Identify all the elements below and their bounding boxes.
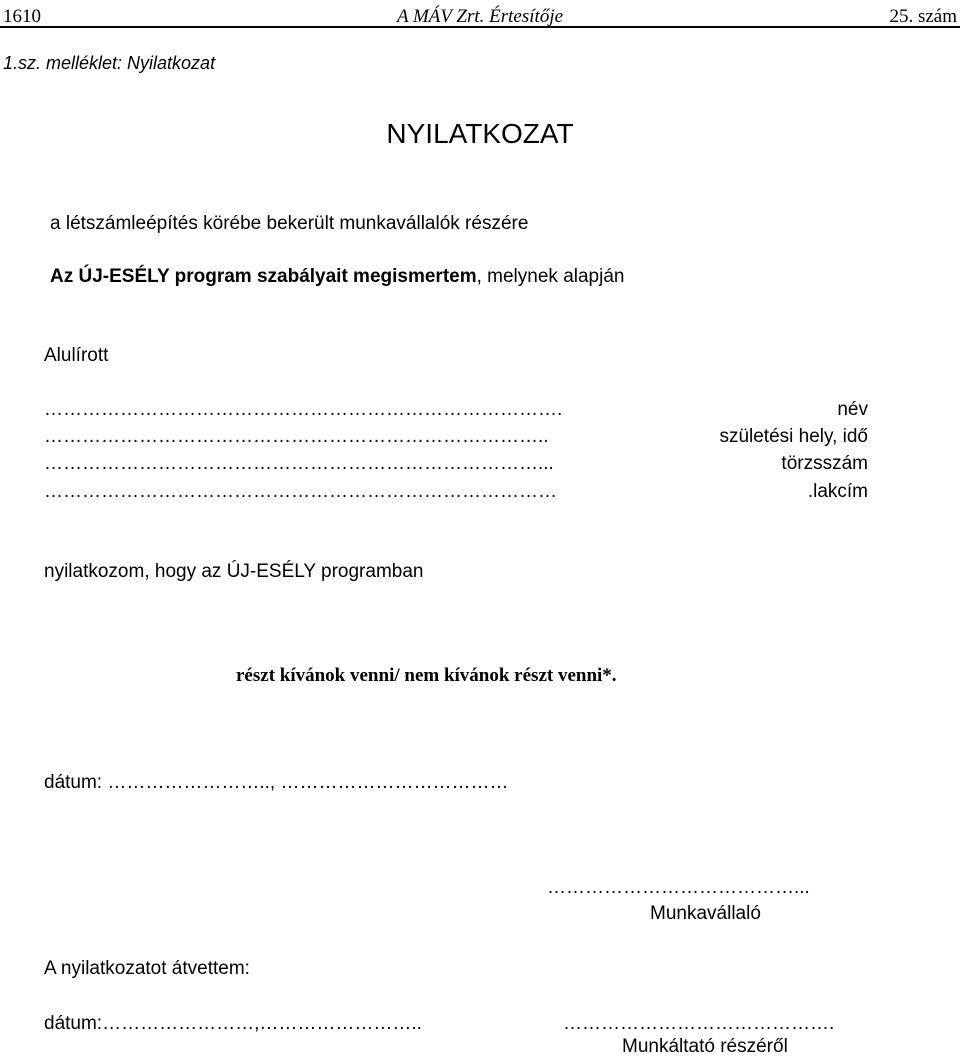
birth-field[interactable] bbox=[44, 426, 868, 448]
name-dots: ………………………………………………………………………. bbox=[44, 399, 563, 420]
publication-title: A MÁV Zrt. Értesítője bbox=[396, 6, 564, 27]
id-number-dots: ……………………………………………………………………... bbox=[44, 453, 554, 474]
subject-line: a létszámleépítés körébe bekerült munkavállalók részére bbox=[50, 213, 529, 234]
date-line-employee[interactable]: dátum: …………………….., ……………………………… bbox=[44, 772, 509, 793]
intro-bold: Az ÚJ-ESÉLY program szabályait megismertem bbox=[50, 266, 477, 287]
employer-signature-label: Munkáltató részéről bbox=[622, 1036, 788, 1057]
name-field[interactable] bbox=[44, 399, 868, 421]
address-field[interactable] bbox=[44, 481, 868, 503]
date-line-employer[interactable]: dátum:……………………,…………………….. bbox=[44, 1013, 422, 1034]
address-dots: ……………………………………………………………………… bbox=[44, 481, 557, 502]
annex-label: 1.sz. melléklet: Nyilatkozat bbox=[3, 53, 216, 73]
document-title: NYILATKOZAT bbox=[386, 118, 574, 149]
employee-signature-line[interactable]: …………………………………... bbox=[547, 877, 810, 898]
birth-dots: …………………………………………………………………….. bbox=[44, 426, 549, 447]
name-label: név bbox=[837, 399, 868, 420]
undersigned-label: Alulírott bbox=[44, 345, 109, 366]
participation-choice[interactable]: részt kívánok venni/ nem kívánok részt venni*. bbox=[236, 665, 617, 686]
address-label: .lakcím bbox=[807, 481, 868, 502]
issue-number: 25. szám bbox=[889, 6, 957, 27]
id-number-field[interactable] bbox=[44, 453, 868, 475]
employer-signature-line[interactable]: ……………………………………. bbox=[563, 1013, 835, 1034]
received-label: A nyilatkozatot átvettem: bbox=[44, 958, 250, 979]
intro-rest: , melynek alapján bbox=[476, 266, 625, 287]
page-header bbox=[0, 0, 960, 28]
intro-sentence bbox=[50, 266, 624, 288]
page-number: 1610 bbox=[3, 6, 41, 27]
id-number-label: törzsszám bbox=[781, 453, 868, 474]
declaration-text: nyilatkozom, hogy az ÚJ-ESÉLY programban bbox=[44, 561, 424, 582]
employee-signature-label: Munkavállaló bbox=[650, 903, 761, 924]
birth-label: születési hely, idő bbox=[719, 426, 868, 447]
